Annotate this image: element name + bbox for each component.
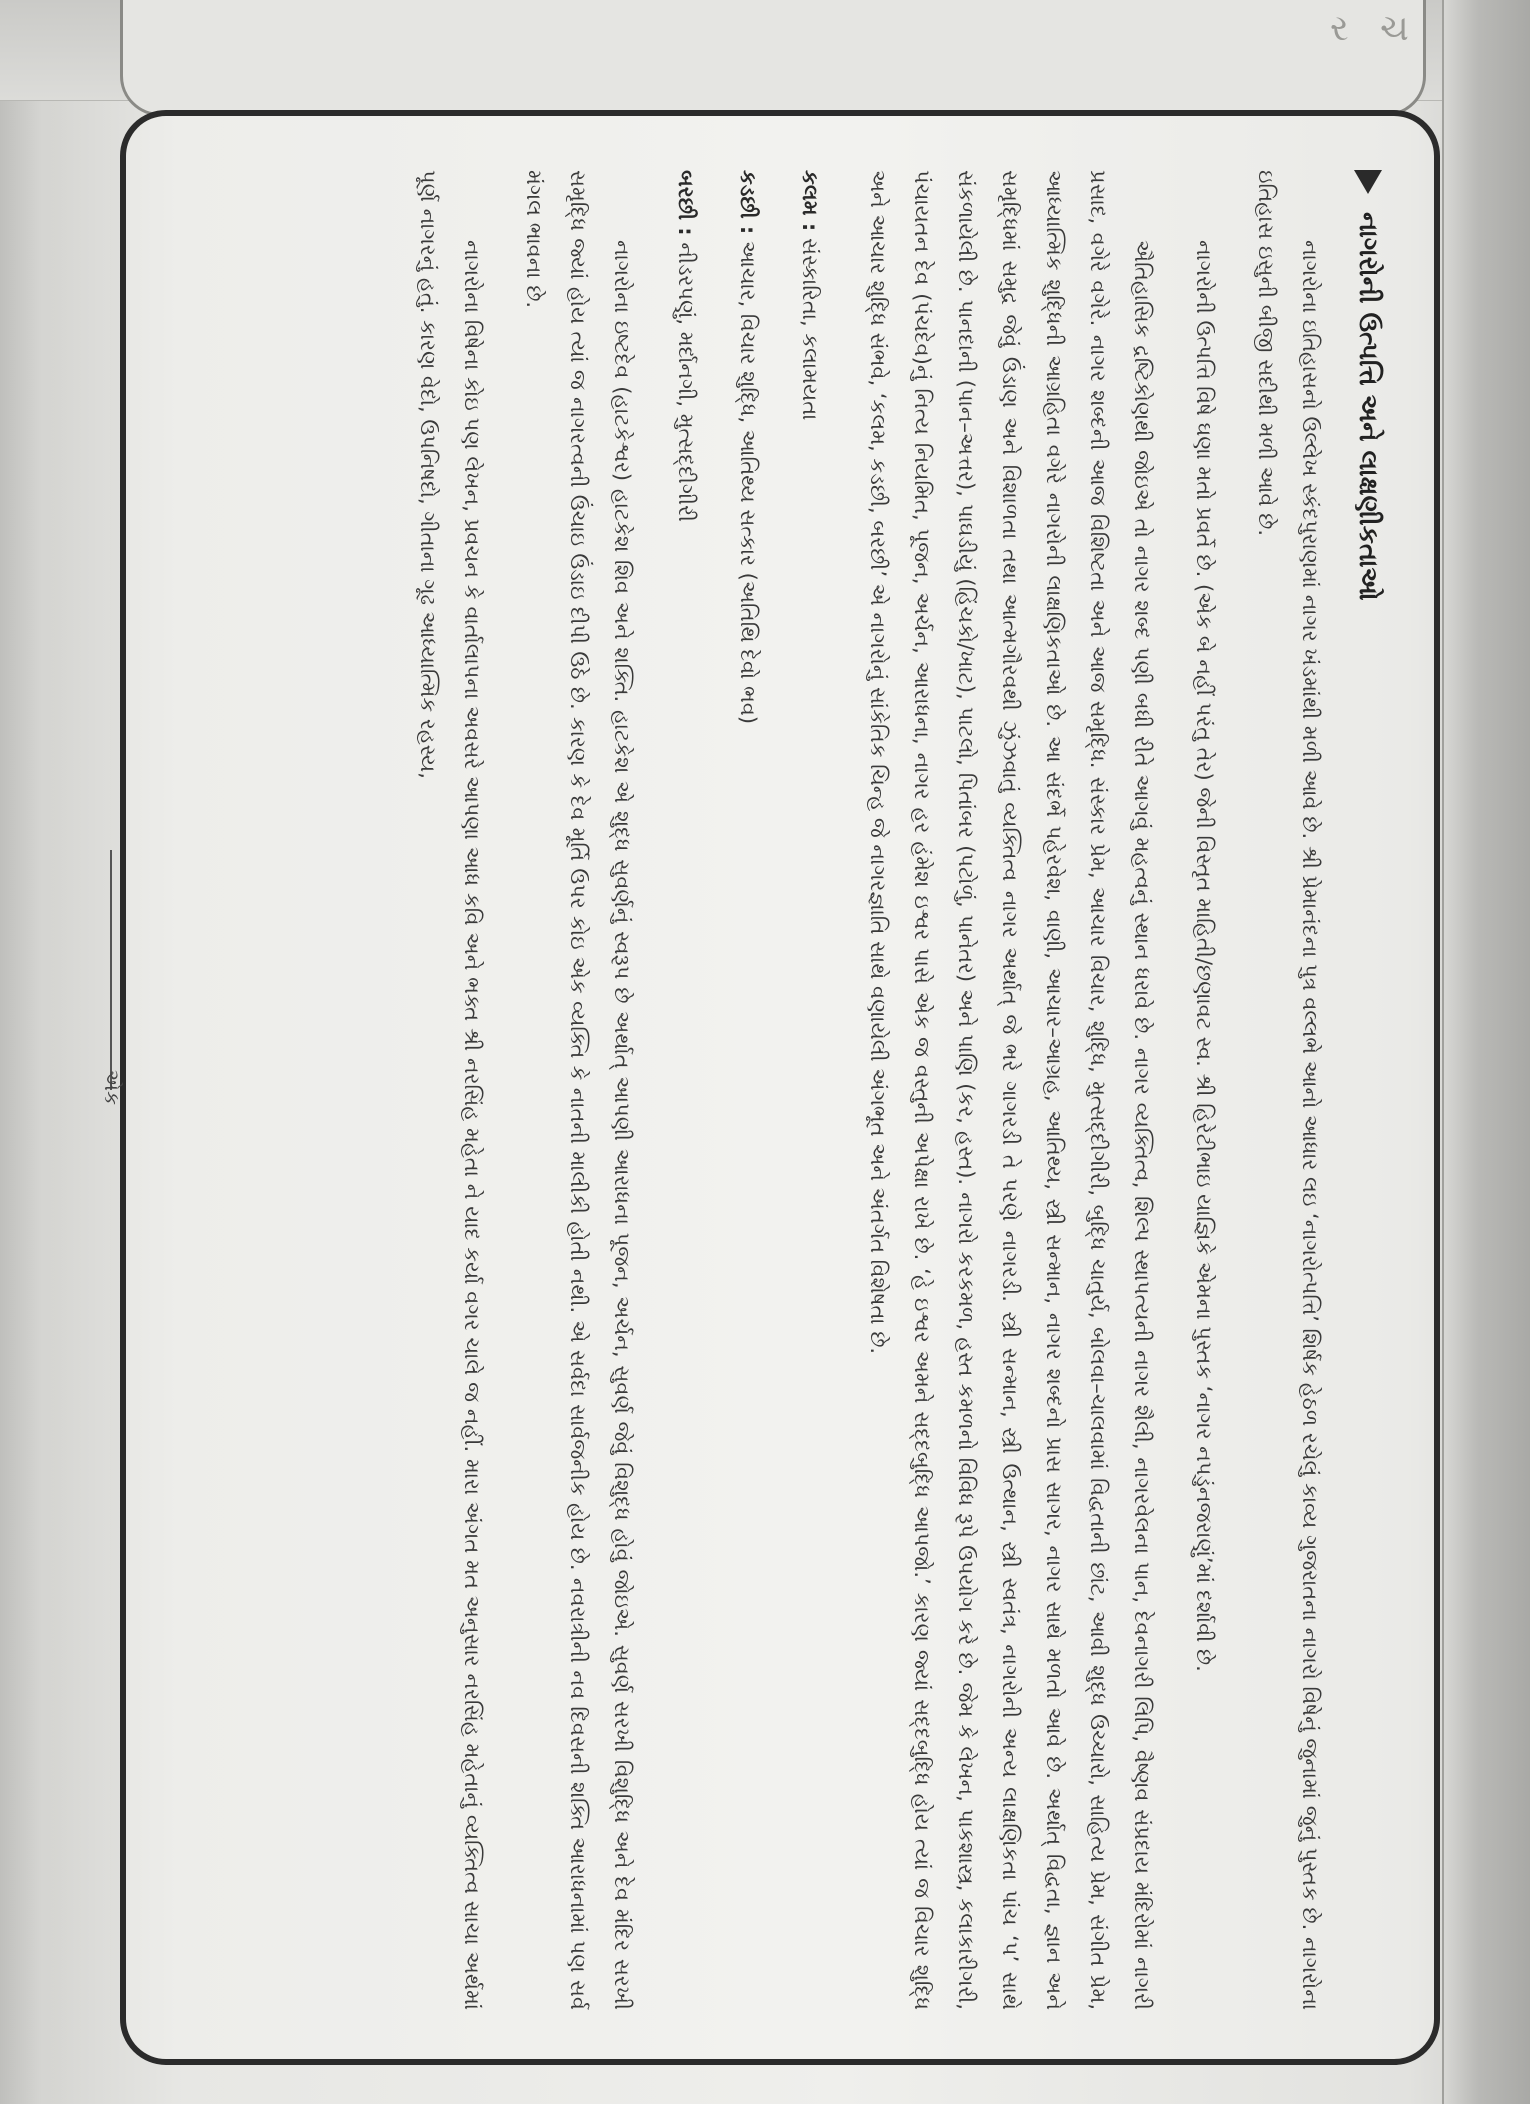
definition-term: કડછી :: [736, 170, 760, 235]
paragraph-origin: નાગરોની ઉત્પત્તિ વિષે ઘણા મતો પ્રવર્તે છે. (એક બે નહીં પરંતુ તેર) જેની વિસ્તૃત માહિતી/છણાવટ સ્વ. શ્રી હિરેટીભાઇ યાજ્ઞિકે એમના પુસ્તક ‘નાગર નપડુંનજરાણું’માં દર્શાવી છે.: [1192, 240, 1216, 1672]
previous-page-frame: [120, 0, 1426, 116]
definition-desc: નીડરપણું, મર્દાનગી, મુત્સદ્દીગીરી: [674, 242, 698, 523]
document-content: [388, 170, 1390, 2010]
section-heading-text: નાગરોની ઉત્પત્તિ અને લાક્ષણીકતાઓ: [1353, 212, 1383, 601]
definition-item: [664, 170, 708, 2010]
edge-marks: ર ચ: [1330, 8, 1419, 49]
definition-term: કલમ :: [798, 170, 822, 232]
definition-desc: આચાર, વિચાર શુદ્ધિ, આતિથ્ય સત્કાર (અતિથિ દેવો ભવ): [736, 241, 760, 725]
triangle-bullet-icon: [1354, 170, 1382, 194]
definition-item: [726, 170, 770, 2010]
paragraph-deity: નાગરોના ઇષ્ટદેવ (હાટકેશ્વર) હાટકેશ શિવ અને શક્તિ. હાટકેશ એ શુદ્ધ સુવર્ણનું સ્વરૂપ છે અર્થાત્ આપણી આરાધના પૂજન, અર્ચન, સુવર્ણ જેવું વિશુદ્ધ હોવું જોઇએ. સુવર્ણ સરખી વિશુદ્ધિ અને દેવ મંદિર સરખી સમૃદ્ધિ જ્યાં હોય ત્યાં જ નાગરત્વની ઉંચાઇ ઉંડાઇ દીપી ઉઠે છે. કારણ કે દેવ મૂર્તિ ઉપર કોઇ એક વ્યક્તિ કે નાતની માલીકી હોતી નથી. એ સર્વદા સાર્વજનીક હોય છે. નવરાત્રીની નવ દિવસની શક્તિ આરાધનામાં પણ સર્વ મંગલ ભાવના છે.: [522, 170, 634, 2010]
previous-page-strip: [0, 0, 1530, 101]
section-heading: [1346, 170, 1390, 2010]
paragraph-history: નાગરોના ઇતિહાસનો ઉલ્લેખ સ્કંદપુરાણમાં નાગર ખંડમાંથી મળી આવે છે. શ્રી પ્રેમાનંદના પુત્ર વલ્લભે આનો આધાર લઇ ‘નાગરોત્પત્તિ’ શિર્ષક હેઠળ રચેલું કાવ્ય ગુજરાતના નાગરો વિષેનું જુનામાં જુનું પુસ્તક છે. નાગરોના ઇતિહાસ ઇસુની બીજી સદીથી મળી આવે છે.: [1254, 170, 1322, 2010]
rotated-document-page: [100, 110, 1460, 2080]
definition-desc: સંસ્કારિતા, કલામયતા: [798, 237, 822, 421]
page-number: એક: [100, 1069, 124, 1106]
paragraph-characteristics: ઐતિહાસિક દ્રષ્ટિકોણથી જોઇએ તો નાગર શબ્દ પણી બધી રીતે આગવું મહત્વનું સ્થાન ધરાવે છે. નાગર વ્યક્તિત્વ, શિલ્પ સ્થાપત્યની નાગર શૈલી, નાગરવેલના પાન, દેવનાગરી લિપિ, વૈષ્ણવ સંપ્રદાય મંદિરોમાં નાગરી પ્રસાદ, વગેરે વગેરે. નાગર શબ્દની આજ વિશિષ્ટતા અને આજ સમૃદ્ધિ. સંસ્કાર પ્રેમ, આચાર વિચાર, શુદ્ધિ, મુત્સદ્દીગીરી, બુદ્ધિ ચાતુર્ય, બોલવા–ચાલવામાં વિદ્વતાની છાંટ, આવી શુદ્ધ ઉચ્ચારો, સાહિત્ય પ્રેમ, સંગીત પ્રેમ, આધ્યાત્મિક શુદ્ધિની આગ્રહિતા વગેરે નાગરોની લાક્ષણિકતાઓ છે. આ સંદર્ભે પહેરવેશ, વાણી, આચાર–આગ્રહ, આતિથ્ય, સ્ત્રી સન્માન, નાગર શબ્દનો પ્રાસ સાગર, નાગર સાથે મળતો આવે છે. અર્થાત્ વિદ્વતા, જ્ઞાન અને સમૃદ્ધિમાં સમુદ્ર જેવું ઉંડાણ અને વિશાળતા તથા આત્મગૌરવથી ઝુંઝવાતું વ્યક્તિત્વ નાગર અર્થાત્ જે ભરે ગાગરડી તે પરણે નાગરડી. સ્ત્રી સન્માન, સ્ત્રી ઉત્થાન, સ્ત્રી સ્વતંત્ર, નાગરોની અન્ય લાક્ષણિકતા પાંચ ‘પ’ સાથે સંકળાયેલી છે. પાનદાની (પાન–અત્તર), પાઘડીયું (હિંચકો/ખાટ), પાટલો, પિતાંબર (પટોળું, પાનેતર) અને પાણિ (કર, હસ્ત). નાગરો કરકમળ, હસ્ત કમળનો વિવિધ રૂપે ઉપયોગ કરે છે. જેમ કે લેખન, પાકશાસ્ત્ર, કલાકારીગરી, પંચાયતન દેવ (પંચદેવ)નું નિત્ય નિયમિત, પૂજન, અર્ચન, આરાધના, નાગર હર હંમેશ ઇશ્વર પાસે એક જ વસ્તુની અપેક્ષા રાખે છે. ‘હે ઇશ્વર અમને સદ્દબુદ્ધિ આપજો.’ કારણ જ્યાં સદ્દબુદ્ધિ હોય ત્યાં જ વિચાર શુદ્ધિ અને આચાર શુદ્ધિ સંભવે, ‘કલમ, કડછી, બરછી’ એ નાગરોનું સાંકેતિક ચિન્હ જે નાગરજ્ઞાતિ સાથે વણાયેલી અંગભૂત અને અંતર્ગત વિશેષતા છે.: [866, 170, 1154, 2010]
definition-term: બરછી :: [674, 170, 698, 236]
definition-item: [788, 170, 832, 2010]
definitions-list: [664, 170, 832, 2010]
paragraph-narsinh: નાગરોના વિષેના કોઇ પણ લેખન, પ્રવચન કે વાર્તાલાપના અવસરે આપણા આધ કવિ અને ભક્ત શ્રી નરસિંહ મહેતા ને યાદ કર્યા વગર ચાલે જ નહીં. મારા અંગત મત અનુસાર નરસિંહ મહેતાનું વ્યક્તિત્વ સાચા અર્થમાં પૂર્ણ નાગરનું હતું. કારણ વેદો, ઉપનિષદો, ગીતાના ગૂઢ આધ્યાત્મિક રહસ્ય,: [416, 170, 484, 2010]
page-left-shadow: [0, 0, 70, 2104]
